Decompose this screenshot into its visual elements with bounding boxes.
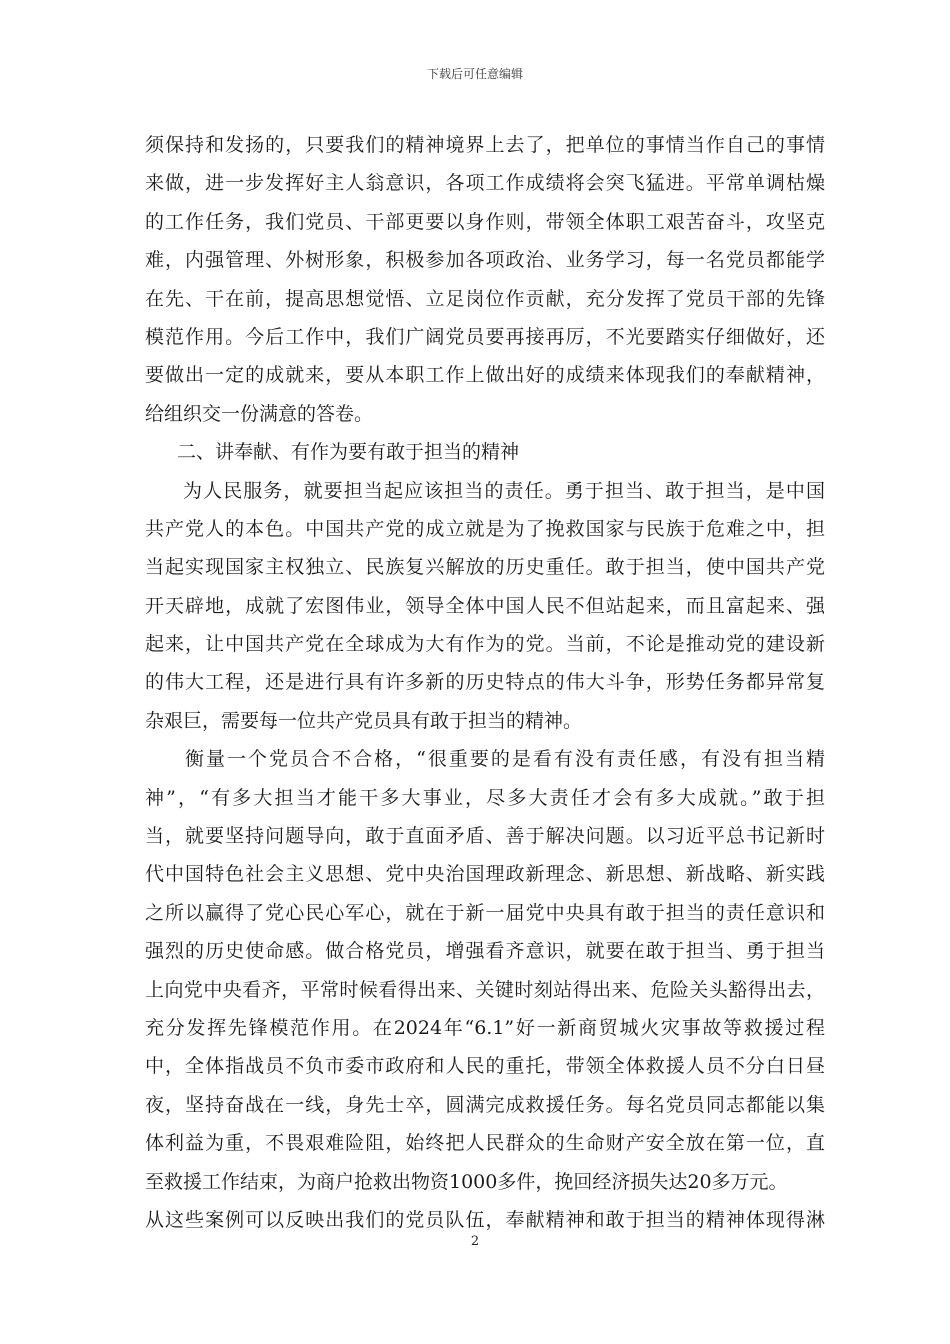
text-line: 给组织交一份满意的答卷。: [145, 402, 374, 425]
text-line: 须保持和发扬的，只要我们的精神境界上去了，把单位的事情当作自己的事情: [145, 134, 825, 156]
text-line: 当，就要坚持问题导向，敢于直面矛盾、善于解决问题。以习近平总书记新时: [145, 825, 825, 848]
text-line: 共产党人的本色。中国共产党的成立就是为了挽救国家与民族于危难之中，担: [145, 517, 825, 540]
text-line: 衡量一个党员合不合格，“很重要的是看有没有责任感，有没有担当精: [185, 748, 825, 771]
text-line: 之所以赢得了党心民心军心，就在于新一届党中央具有敢于担当的责任意识和: [145, 901, 825, 924]
document-body: [145, 126, 825, 1239]
text-line: 为人民服务，就要担当起应该担当的责任。勇于担当、敢于担当，是中国: [183, 479, 825, 502]
text-line: 夜，坚持奋战在一线，身先士卒，圆满完成救援任务。每名党员同志都能以集: [145, 1093, 825, 1116]
text-line: 中，全体指战员不负市委市政府和人民的重托，带领全体救援人员不分白日昼: [145, 1055, 825, 1078]
text-line: 强烈的历史使命感。做合格党员，增强看齐意识，就要在敢于担当、勇于担当: [145, 940, 825, 963]
text-line: 当起实现国家主权独立、民族复兴解放的历史重任。敢于担当，使中国共产党: [145, 556, 825, 579]
section-heading: 二、讲奉献、有作为要有敢于担当的精神: [177, 441, 520, 464]
text-line: 的伟大工程，还是进行具有许多新的历史特点的伟大斗争，形势任务都异常复: [145, 671, 825, 694]
text-line: 至救援工作结束，为商户抢救出物资1000多件，挽回经济损失达20多万元。: [145, 1170, 788, 1193]
text-line: 上向党中央看齐，平常时候看得出来、关键时刻站得出来、危险关头豁得出去，: [145, 978, 825, 1001]
text-line: 的工作任务，我们党员、干部更要以身作则，带领全体职工艰苦奋斗，攻坚克: [145, 210, 825, 233]
page-header: 下载后可任意编辑: [426, 67, 523, 81]
text-line: 要做出一定的成就来，要从本职工作上做出好的成绩来体现我们的奉献精神，: [145, 364, 825, 387]
text-line: 体利益为重，不畏艰难险阻，始终把人民群众的生命财产安全放在第一位，直: [145, 1132, 825, 1155]
text-line: 来做，进一步发挥好主人翁意识，各项工作成绩将会突飞猛进。平常单调枯燥: [145, 172, 825, 195]
text-line: 起来，让中国共产党在全球成为大有作为的党。当前，不论是推动党的建设新: [145, 633, 825, 656]
text-line: 代中国特色社会主义思想、党中央治国理政新理念、新思想、新战略、新实践: [145, 863, 825, 886]
text-line: 充分发挥先锋模范作用。在2024年“6.1”好一新商贸城火灾事故等救援过程: [145, 1016, 825, 1039]
text-line: 模范作用。今后工作中，我们广阔党员要再接再厉，不光要踏实仔细做好，还: [145, 325, 825, 348]
text-line: 开天辟地，成就了宏图伟业，领导全体中国人民不但站起来，而且富起来、强: [145, 594, 825, 617]
text-line: 从这些案例可以反映出我们的党员队伍，奉献精神和敢于担当的精神体现得淋: [145, 1208, 825, 1231]
page-number: 2: [470, 1234, 480, 1249]
text-line: 难，内强管理、外树形象，积极参加各项政治、业务学习，每一名党员都能学: [145, 249, 825, 272]
text-line: 杂艰巨，需要每一位共产党员具有敢于担当的精神。: [145, 709, 583, 732]
text-line: 在先、干在前，提高思想觉悟、立足岗位作贡献，充分发挥了党员干部的先锋: [145, 287, 825, 310]
text-line: 神”，“有多大担当才能干多大事业，尽多大责任才会有多大成就。”敢于担: [145, 786, 825, 809]
